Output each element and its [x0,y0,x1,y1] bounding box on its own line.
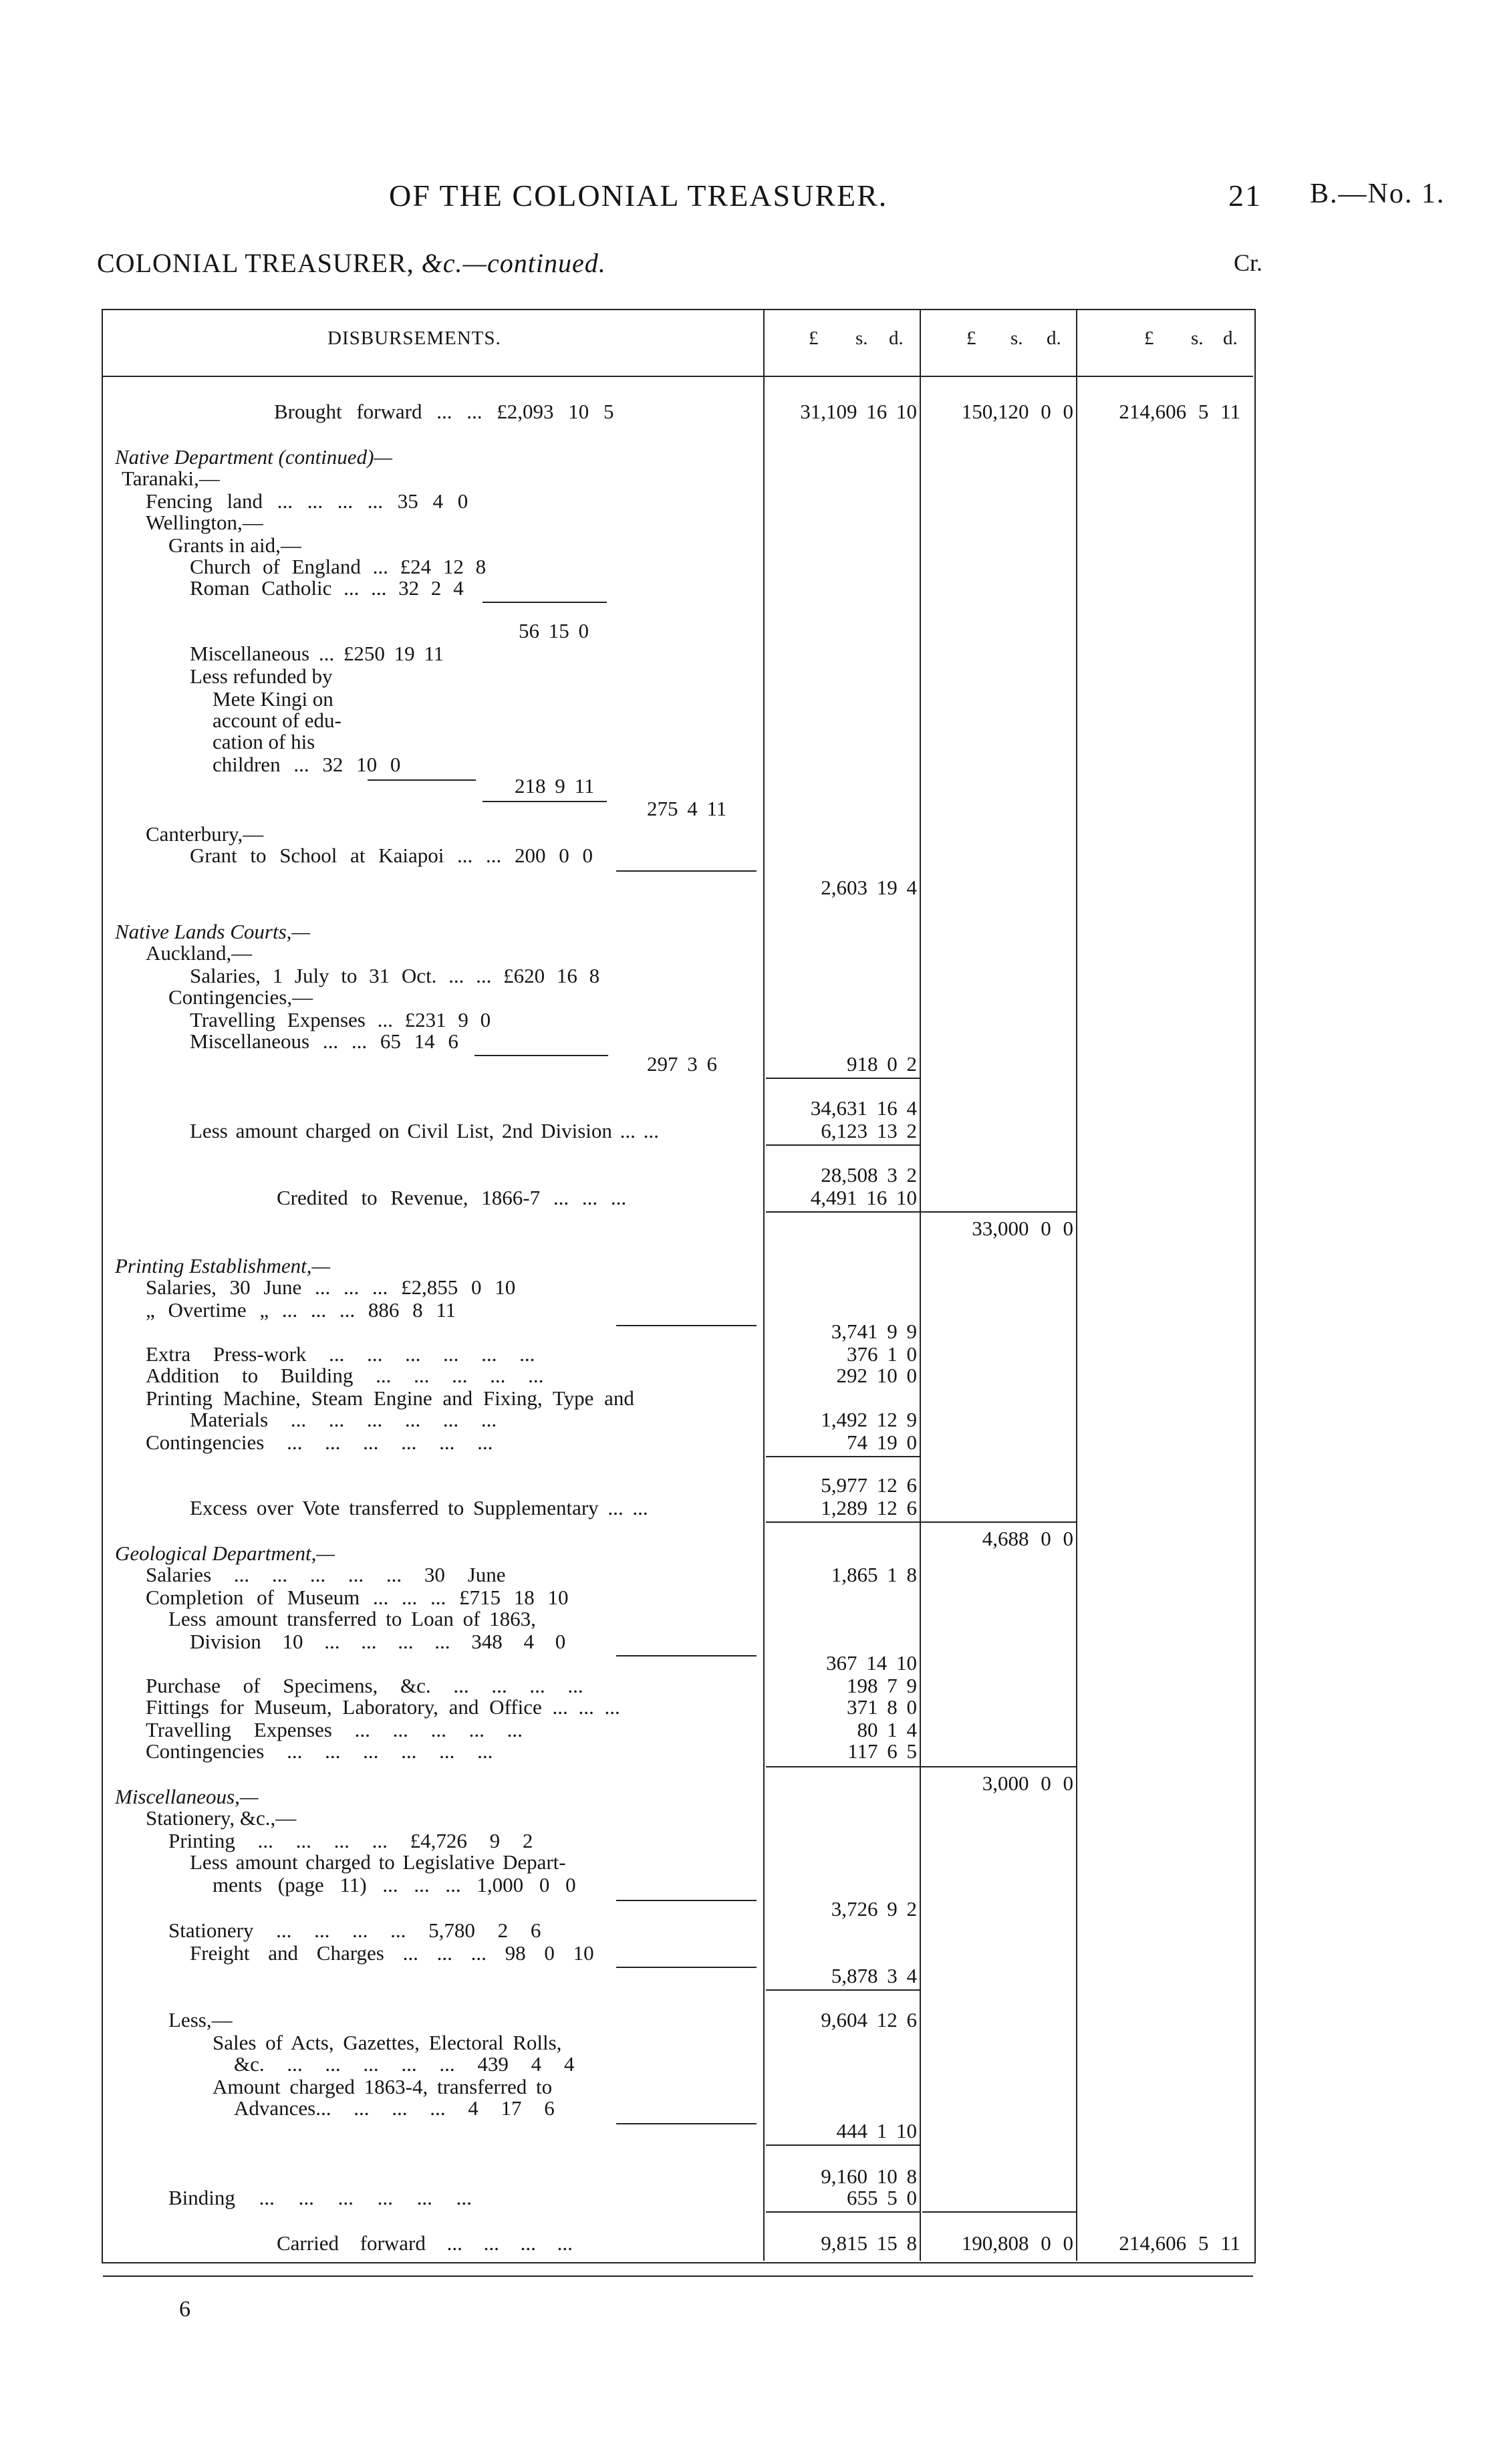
col1-amount: 117 6 5 [847,1739,917,1763]
line-wellington-total: 275 4 11 [647,797,727,820]
subtotal-rule [483,801,607,802]
line-grants-subtotal: 56 15 0 [519,619,589,642]
line-materials: Materials ... ... ... ... ... ... [190,1408,497,1431]
subtitle-continued: &c.—continued. [421,248,606,278]
col1-carried-forward: 9,815 15 8 [821,2231,917,2255]
subtotal-rule [616,2123,757,2124]
col1-amount: 5,977 12 6 [821,1473,917,1497]
line-less-transferred-loan: Less amount transferred to Loan of 1863, [168,1607,536,1630]
line-grants-in-aid: Grants in aid,— [168,533,301,557]
col1-amount: 292 10 0 [836,1364,917,1387]
col1-amount: 28,508 3 2 [821,1163,917,1187]
footer-rule [103,2275,1253,2277]
subtitle-main: COLONIAL TREASURER, [97,248,414,278]
subtotal-rule [483,602,607,603]
col1-rule [766,1144,920,1146]
line-carried-forward: Carried forward ... ... ... ... [277,2231,573,2255]
line-kaiapoi-school: Grant to School at Kaiapoi ... ... 200 0 0 [190,844,593,867]
column-divider-2 [920,309,921,2261]
col2-amount: 150,120 0 0 [961,400,1073,423]
col2-rule [922,2211,1076,2213]
line-misc-net: 218 9 11 [515,774,595,797]
page-number: 21 [1228,178,1262,213]
line-miscellaneous-wellington: Miscellaneous ... £250 19 11 [190,642,444,665]
col1-rule [766,1456,920,1457]
line-geological-salaries: Salaries ... ... ... ... ... 30 June [146,1563,506,1586]
line-freight-and-charges: Freight and Charges ... ... ... 98 0 10 [190,1941,594,1965]
header-rule [103,376,1253,377]
col1-amount: 444 1 10 [836,2119,917,2142]
subtotal-rule [616,870,757,872]
line-division-10: Division 10 ... ... ... ... 348 4 0 [190,1630,566,1653]
col1-rule [766,1211,1076,1213]
line-sales-amount: &c. ... ... ... ... ... 439 4 4 [234,2052,575,2076]
col1-amount: 2,603 19 4 [821,876,917,899]
disbursements-heading: DISBURSEMENTS. [327,328,501,349]
line-brought-forward: Brought forward ... ... £2,093 10 5 [274,400,614,423]
line-less-legislative: Less amount charged to Legislative Depart- [190,1850,566,1874]
line-account-of-edu: account of edu- [213,709,342,732]
line-stationery-heading: Stationery, &c.,— [146,1806,297,1830]
line-printing-charge: Printing ... ... ... ... £4,726 9 2 [168,1829,533,1852]
col1-shillings-label: s. [855,328,868,349]
subtotal-rule [616,1900,757,1901]
section-subtitle [97,247,606,279]
line-travelling-expenses: Travelling Expenses ... £231 9 0 [190,1008,491,1031]
line-printing-contingencies: Contingencies ... ... ... ... ... ... [146,1431,493,1454]
line-auckland-salaries: Salaries, 1 July to 31 Oct. ... ... £620 16 8 [190,964,600,987]
line-contingencies-auckland: Contingencies,— [168,985,313,1009]
line-stationery: Stationery ... ... ... ... 5,780 2 6 [168,1919,541,1942]
col1-amount: 3,741 9 9 [831,1320,917,1343]
line-geological-travelling: Travelling Expenses ... ... ... ... ... [146,1718,523,1741]
col1-amount: 74 19 0 [847,1431,917,1454]
line-wellington: Wellington,— [146,511,263,534]
line-taranaki: Taranaki,— [122,467,220,490]
col1-amount: 1,865 1 8 [831,1563,917,1586]
line-canterbury: Canterbury,— [146,822,264,846]
col2-amount: 3,000 0 0 [982,1771,1073,1795]
line-native-department: Native Department (continued)— [115,445,392,469]
col1-amount: 367 14 10 [826,1651,917,1675]
col1-amount: 5,878 3 4 [831,1964,917,1987]
col1-amount: 3,726 9 2 [831,1897,917,1921]
subtotal-rule [475,1055,608,1056]
col1-amount: 4,491 16 10 [810,1186,917,1209]
col1-amount: 34,631 16 4 [810,1096,917,1120]
line-addition-to-building: Addition to Building ... ... ... ... ... [146,1364,544,1387]
line-advances: Advances... ... ... ... 4 17 6 [234,2096,555,2120]
col3-amount: 214,606 5 11 [1119,400,1240,423]
col1-rule [766,1766,1076,1767]
line-church-of-england: Church of England ... £24 12 8 [190,555,487,578]
col1-amount: 918 0 2 [847,1052,917,1076]
col2-shillings-label: s. [1010,328,1023,349]
col2-amount: 4,688 0 0 [982,1527,1073,1550]
col1-amount: 371 8 0 [847,1695,917,1719]
col3-shillings-label: s. [1191,328,1204,349]
col1-rule [766,2211,920,2213]
line-fencing-land: Fencing land ... ... ... ... 35 4 0 [146,489,468,513]
line-auckland: Auckland,— [146,941,253,965]
subtotal-rule [616,1655,757,1656]
col1-amount: 80 1 4 [857,1718,917,1741]
document-reference: B.—No. 1. [1310,178,1446,209]
col2-pence-label: d. [1047,328,1061,349]
line-amount-charged-1863: Amount charged 1863-4, transferred to [213,2075,553,2098]
line-fittings-for-museum: Fittings for Museum, Laboratory, and Office ... ... ... [146,1695,620,1719]
col2-pounds-label: £ [966,328,976,349]
line-credited-to-revenue: Credited to Revenue, 1866-7 ... ... ... [277,1186,627,1209]
credit-side-label: Cr. [1234,249,1263,276]
line-overtime: „ Overtime „ ... ... ... 886 8 11 [146,1298,456,1322]
line-cation-of-his: cation of his [213,730,315,753]
col1-amount: 1,289 12 6 [821,1496,917,1519]
line-contingencies-total: 297 3 6 [647,1052,717,1076]
line-miscellaneous-heading: Miscellaneous,— [115,1785,259,1808]
line-printing-salaries: Salaries, 30 June ... ... ... £2,855 0 10 [146,1275,516,1299]
subtotal-rule [368,779,476,781]
col1-amount: 376 1 0 [847,1342,917,1366]
signature-mark: 6 [179,2297,190,2322]
col1-amount: 1,492 12 9 [821,1408,917,1431]
col1-amount: 9,604 12 6 [821,2008,917,2031]
column-divider-3 [1076,309,1077,2261]
col3-pence-label: d. [1223,328,1238,349]
col1-rule [766,2144,920,2146]
line-less-civil-list: Less amount charged on Civil List, 2nd Division ... ... [190,1119,659,1142]
line-sales-of-acts: Sales of Acts, Gazettes, Electoral Rolls, [213,2031,562,2054]
col1-amount: 198 7 9 [847,1674,917,1697]
page-title: OF THE COLONIAL TREASURER. [389,178,888,213]
line-less-refunded: Less refunded by [190,664,333,688]
line-extra-press-work: Extra Press-work ... ... ... ... ... ... [146,1342,535,1366]
line-miscellaneous-auckland: Miscellaneous ... ... 65 14 6 [190,1029,458,1053]
col1-rule [766,1989,920,1991]
line-geological-department: Geological Department,— [115,1542,335,1565]
line-roman-catholic: Roman Catholic ... ... 32 2 4 [190,576,464,600]
col1-rule [766,1521,1076,1523]
col1-amount: 9,160 10 8 [821,2165,917,2188]
col3-pounds-label: £ [1144,328,1154,349]
line-ments-page-11: ments (page 11) ... ... ... 1,000 0 0 [213,1873,576,1896]
col1-pounds-label: £ [809,328,819,349]
col1-amount: 655 5 0 [847,2186,917,2209]
subtotal-rule [616,1325,757,1326]
col2-carried-forward: 190,808 0 0 [961,2231,1073,2255]
col1-amount: 6,123 13 2 [821,1119,917,1142]
line-less-heading: Less,— [168,2008,233,2031]
line-completion-of-museum: Completion of Museum ... ... ... £715 18 10 [146,1586,569,1609]
line-purchase-of-specimens: Purchase of Specimens, &c. ... ... ... ... [146,1674,583,1697]
line-geological-contingencies: Contingencies ... ... ... ... ... ... [146,1739,493,1763]
col1-amount: 31,109 16 10 [800,400,917,423]
line-children: children ... 32 10 0 [213,753,401,776]
line-native-lands-courts: Native Lands Courts,— [115,920,310,943]
col1-pence-label: d. [889,328,904,349]
line-printing-machine: Printing Machine, Steam Engine and Fixing, Type and [146,1386,634,1410]
col1-rule [766,1078,920,1079]
col3-carried-forward: 214,606 5 11 [1119,2231,1240,2255]
line-mete-kingi: Mete Kingi on [213,687,333,711]
line-printing-establishment: Printing Establishment,— [115,1254,331,1277]
line-binding: Binding ... ... ... ... ... ... [168,2186,472,2209]
column-divider-1 [763,309,765,2261]
line-excess-over-vote: Excess over Vote transferred to Supplementary ... ... [190,1496,648,1519]
col2-amount: 33,000 0 0 [972,1217,1073,1240]
subtotal-rule [616,1967,757,1968]
